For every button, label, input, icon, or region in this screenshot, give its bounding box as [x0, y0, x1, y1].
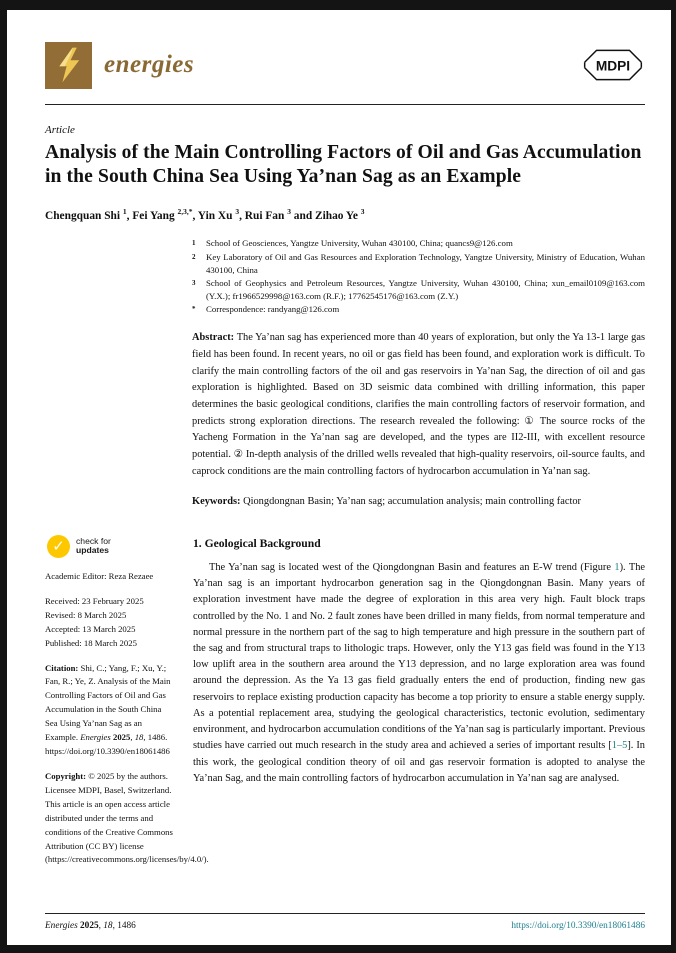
abstract-text: The Ya’nan sag has experienced more than 40 years of exploration, but only the Ya 13-1 large gas field has been found. In recent years, no oil or gas field has been found, and exploration work is difficult. To clarify the main controlling factors of the oil and gas reservoirs in Ya’nan Sag, the direction of oil and gas exploration is highlighted. Based on 3D seismic data combined with drilling information, this paper determines the basic geological conditions, clarifies the main controlling factors of reservoir formation, and predicts strong exploration directions. The research revealed the following: ① The source rocks of the Yacheng Formation in the Ya’nan sag are developed, and the types are II2-III, with excellent resource potential. ② In-depth analysis of the drilled wells revealed that high-quality reservoirs, oil-source faults, and caprock conditions are the main controlling factors of hydrocarbon accumulation in Ya’nan sag.: [192, 332, 645, 477]
badge-line2: updates: [76, 545, 109, 556]
citation-block[interactable]: Citation: Shi, C.; Yang, F.; Xu, Y.; Fan, R.; Ye, Z. Analysis of the Main Controlling Factors of Oil and Gas Accumulation in the South China Sea Using Ya’nan Sag as an Example. Energies 2025, 18, 1486. https://doi.org/10.3390/en18061486: [45, 662, 171, 757]
article-type-label: Article: [45, 124, 75, 136]
inline-reference-link[interactable]: 1: [614, 561, 620, 573]
author-name: Rui Fan: [244, 209, 288, 222]
author-name: Fei Yang: [132, 209, 178, 222]
section-paragraph: The Ya’nan sag is located west of the Qiongdongnan Basin and features an E-W trend (Figure 1). The Ya’nan sag is an important hydrocarbon generation sag in the Qiongdongnan Basin. Many years of exploration investment have made the degree of exploration in this area very high. Fault block traps controlled by the No. 1 and No. 2 fault zones have been drilled in many fields, from normal temperature and normal pressure in the northern part of the sag to high temperature and high pressure in the southern part of the sag and from structural traps to lithologic traps. However, only the Y13 gas field was found in the Y13 low uplift area in the southern area around the Y13 depression, and no large exploration area was found around the depression. As the Ya 13 gas field gradually enters the end of production, finding new gas reservoirs to replace existing production capacity has become a top priority to ensure a stable energy supply. As a potential replacement area, studying the geological characteristics, tectonic evolution, sedimentary environment, and hydrocarbon accumulation conditions of the Ya’nan sag is particularly important. Previous studies have carried out much research in the study area and achieved a series of important results [1–5]. In this work, the geological condition theory of oil and gas reservoir formation is adopted to analyse the Ya’nan Sag, and the main controlling factors of hydrocarbon accumulation in Ya’nan sag are analysed.: [193, 561, 646, 784]
author-name: Chengquan Shi: [45, 209, 123, 222]
left-sidebar: [45, 533, 209, 913]
history-date: Revised: 8 March 2025: [45, 609, 127, 620]
author-affiliation-marker: 3: [360, 206, 365, 216]
lightning-bolt-icon: [54, 47, 84, 83]
inline-reference-link[interactable]: 1–5: [611, 740, 628, 752]
main-column: [193, 533, 645, 913]
affiliation-marker: 1: [192, 239, 196, 248]
keywords-label: Keywords:: [192, 496, 241, 508]
author-affiliation-marker: 3: [287, 206, 291, 216]
energies-logo: [45, 42, 92, 89]
affiliation-marker: *: [192, 305, 196, 314]
affiliation-row: [192, 237, 645, 250]
author-affiliation-marker: 3: [235, 206, 240, 216]
affiliation-row: [192, 303, 645, 316]
check-icon: [47, 535, 70, 558]
footer-rule: [45, 913, 645, 914]
badge-line1: check for: [76, 535, 111, 546]
affiliation-marker: 3: [192, 278, 196, 287]
affiliation-row: [192, 251, 645, 277]
author-affiliation-marker: 1: [122, 206, 127, 216]
meta-block: [192, 237, 645, 511]
affiliation-text: School of Geosciences, Yangtze University, Wuhan 430100, China; quancs9@126.com: [206, 238, 513, 249]
page-footer: [45, 913, 645, 945]
affiliation-text: Correspondence: randyang@126.com: [206, 304, 340, 315]
affiliation-text: Key Laboratory of Oil and Gas Resources and Exploration Technology, Yangtze University, Ministry of Education, Wuhan 430100, China: [206, 251, 645, 275]
section-heading: 1. Geological Background: [193, 536, 321, 550]
copyright-block: Copyright: © 2025 by the authors. Licensee MDPI, Basel, Switzerland. This article is an open access article distributed under the terms and conditions of the Creative Commons Attribution (CC BY) license (https://creativecommons.org/licenses/by/4.0/).: [45, 770, 209, 865]
affiliation-text: School of Geophysics and Petroleum Resources, Yangtze University, Wuhan 430100, China; xun_email0109@163.com (Y.X.); fr1966529998@163.com (R.F.); 17762545176@163.com (Z.Y.): [206, 277, 645, 302]
checkmark-glyph: ✓: [52, 536, 65, 555]
paper-title: Analysis of the Main Controlling Factors of Oil and Gas Accumulation in the South China Sea Using Ya’nan Sag as an Example: [45, 142, 642, 188]
footer-doi-link[interactable]: https://doi.org/10.3390/en18061486: [511, 921, 645, 931]
author-name: Zihao Ye: [315, 209, 361, 222]
header-rule: [45, 104, 645, 105]
author-name: Yin Xu: [197, 209, 236, 222]
journal-name: energies: [104, 51, 195, 78]
keywords-text: Qiongdongnan Basin; Ya’nan sag; accumulation analysis; main controlling factor: [243, 496, 582, 508]
abstract: [192, 330, 645, 480]
author-list: Chengquan Shi $^1$, Fei Yang $^{2,3,*}$, Yin Xu $^3$, Rui Fan $^3$ and Zihao Ye $^3$: [45, 206, 365, 222]
journal-header: [45, 40, 645, 90]
content-columns: [45, 533, 645, 913]
check-for-updates-label: [76, 537, 111, 557]
history-date: Received: 23 February 2025: [45, 595, 144, 606]
mdpi-logo[interactable]: [581, 46, 645, 84]
check-for-updates-badge[interactable]: [47, 535, 173, 558]
affiliations: [192, 237, 645, 316]
academic-editor: Academic Editor: Reza Rezaee: [45, 570, 154, 581]
history-date: Published: 18 March 2025: [45, 637, 137, 648]
abstract-label: Abstract:: [192, 332, 235, 344]
history-date: Accepted: 13 March 2025: [45, 623, 136, 634]
mdpi-logo-text: MDPI: [595, 58, 631, 74]
affiliation-row: [192, 277, 645, 303]
author-affiliation-marker: 2,3,*: [177, 206, 193, 216]
document-page: [7, 10, 671, 945]
history-dates: [45, 595, 173, 651]
journal-brand[interactable]: [45, 42, 194, 89]
keywords: [192, 494, 645, 511]
footer-journal-ref: Energies 2025, 18, 1486: [45, 921, 136, 931]
affiliation-marker: 2: [192, 252, 196, 261]
